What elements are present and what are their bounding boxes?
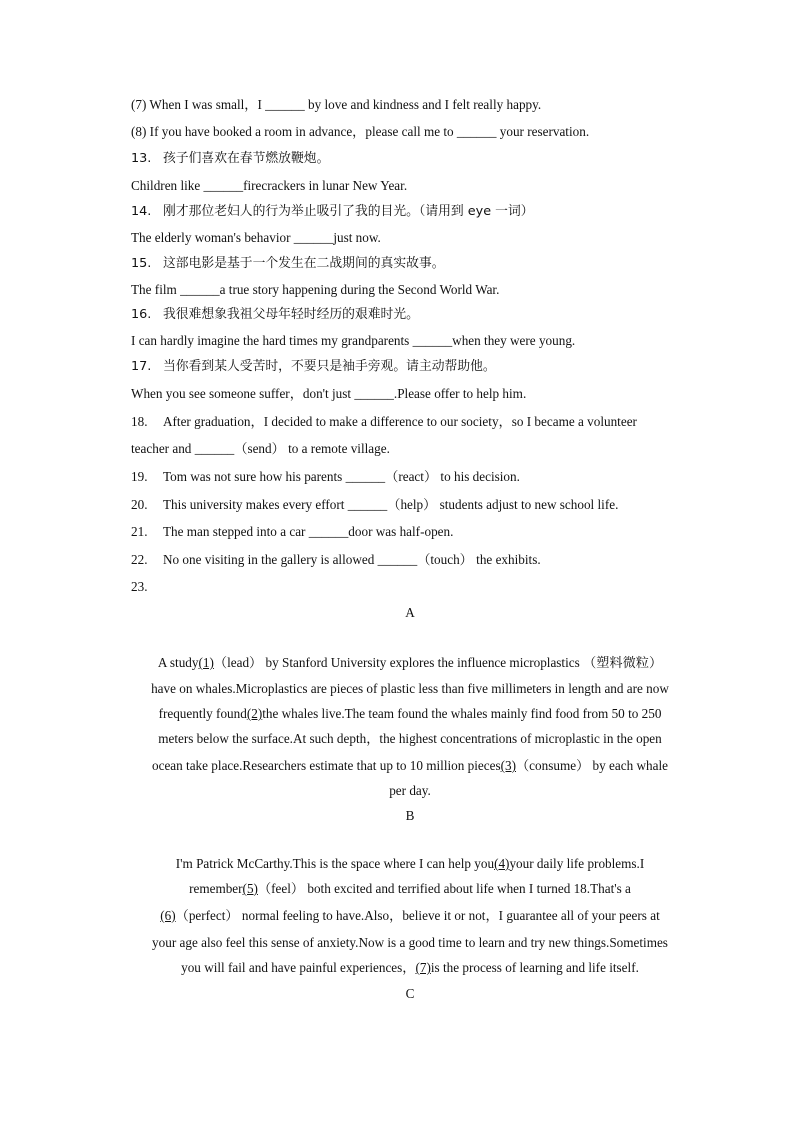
passage-text: A study (157, 655, 199, 670)
question-22 (131, 551, 541, 569)
passage-text: you will fail and have painful experiences， (181, 960, 416, 975)
passage-text: （consume） by each whale (516, 758, 668, 773)
question-23 (131, 578, 163, 596)
question-text: This university makes every effort ______（help） students adjust to new school life. (163, 497, 619, 512)
section-b-line-1 (120, 855, 700, 873)
chinese-prompt: 孩子们喜欢在春节燃放鞭炮。 (163, 151, 330, 166)
section-b-line-4: your age also feel this sense of anxiety.Now is a good time to learn and try new things.Sometimes (152, 935, 668, 950)
passage-text: the whales live.The team found the whales mainly find food from 50 to 250 (262, 706, 662, 721)
question-number: 14. (131, 204, 152, 219)
question-number: 18. (131, 414, 148, 429)
question-15-answer: The film ______a true story happening during the Second World War. (131, 282, 500, 297)
blank-4: (4) (494, 856, 510, 871)
question-number: 15. (131, 256, 152, 271)
passage-text: your daily life problems.I (509, 856, 645, 871)
question-20 (131, 496, 618, 514)
chinese-prompt: 当你看到某人受苦时，不要只是袖手旁观。请主动帮助他。 (163, 359, 496, 374)
passage-text: （perfect） normal feeling to have.Also，believe it or not，I guarantee all of your peers at (175, 908, 660, 923)
question-number: 22. (131, 552, 148, 567)
item-7: (7) When I was small，I ______ by love and kindness and I felt really happy. (131, 97, 542, 112)
passage-text: ocean take place.Researchers estimate that up to 10 million pieces (152, 758, 501, 773)
blank-6: (6) (160, 908, 176, 923)
question-number: 17. (131, 359, 152, 374)
question-number: 16. (131, 307, 152, 322)
section-a-line-3 (120, 705, 700, 723)
chinese-prompt: 我很难想象我祖父母年轻时经历的艰难时光。 (163, 307, 419, 322)
chinese-prompt: 刚才那位老妇人的行为举止吸引了我的目光。（请用到 eye 一词） (163, 204, 534, 219)
section-a-line-1 (120, 654, 700, 672)
question-13-prompt (131, 150, 329, 168)
section-b-heading: B (405, 808, 415, 823)
section-b-line-3 (120, 907, 700, 925)
passage-text: （feel） both excited and terrified about life when I turned 18.That's a (257, 881, 631, 896)
question-19 (131, 468, 520, 486)
passage-text: frequently found (158, 706, 247, 721)
question-number: 21. (131, 524, 148, 539)
section-a-line-6: per day. (389, 783, 431, 798)
question-text: No one visiting in the gallery is allowed ______（touch） the exhibits. (163, 552, 541, 567)
question-17-prompt (131, 358, 496, 376)
section-a-heading: A (405, 605, 415, 620)
chinese-prompt: 这部电影是基于一个发生在二战期间的真实故事。 (163, 256, 445, 271)
blank-3: (3) (500, 758, 516, 773)
question-21 (131, 523, 453, 541)
section-a-line-5 (120, 757, 700, 775)
section-c-heading: C (405, 986, 415, 1001)
section-a-line-4: meters below the surface.At such depth，the highest concentrations of microplastic in the open (158, 731, 662, 746)
question-text: Tom was not sure how his parents ______（react） to his decision. (163, 469, 520, 484)
blank-7: (7) (415, 960, 431, 975)
question-number: 23. (131, 579, 148, 594)
question-15-prompt (131, 255, 445, 273)
section-b-line-5 (120, 959, 700, 977)
passage-text: remember (189, 881, 243, 896)
blank-5: (5) (242, 881, 258, 896)
passage-text: （lead） by Stanford University explores the influence microplastics （塑料微粒） (213, 655, 663, 670)
question-text: After graduation，I decided to make a difference to our society，so I became a volunteer (163, 414, 637, 429)
section-a-line-2: have on whales.Microplastics are pieces of plastic less than five millimeters in length and are now (151, 681, 669, 696)
question-14-answer: The elderly woman's behavior ______just now. (131, 230, 381, 245)
question-number: 13. (131, 151, 152, 166)
blank-1: (1) (198, 655, 214, 670)
passage-text: is the process of learning and life itself. (430, 960, 639, 975)
question-13-answer: Children like ______firecrackers in lunar New Year. (131, 178, 408, 193)
question-18-line-2: teacher and ______（send） to a remote village. (131, 441, 390, 456)
question-18-line-1 (131, 413, 637, 431)
question-14-prompt (131, 203, 534, 221)
question-16-prompt (131, 306, 419, 324)
section-b-line-2 (120, 880, 700, 898)
question-number: 20. (131, 497, 148, 512)
question-16-answer: I can hardly imagine the hard times my grandparents ______when they were young. (131, 333, 576, 348)
question-number: 19. (131, 469, 148, 484)
blank-2: (2) (246, 706, 263, 721)
passage-text: I'm Patrick McCarthy.This is the space where I can help you (175, 856, 495, 871)
question-text: The man stepped into a car ______door was half-open. (163, 524, 454, 539)
question-17-answer: When you see someone suffer，don't just ______.Please offer to help him. (131, 386, 527, 401)
item-8: (8) If you have booked a room in advance，please call me to ______ your reservation. (131, 124, 590, 139)
